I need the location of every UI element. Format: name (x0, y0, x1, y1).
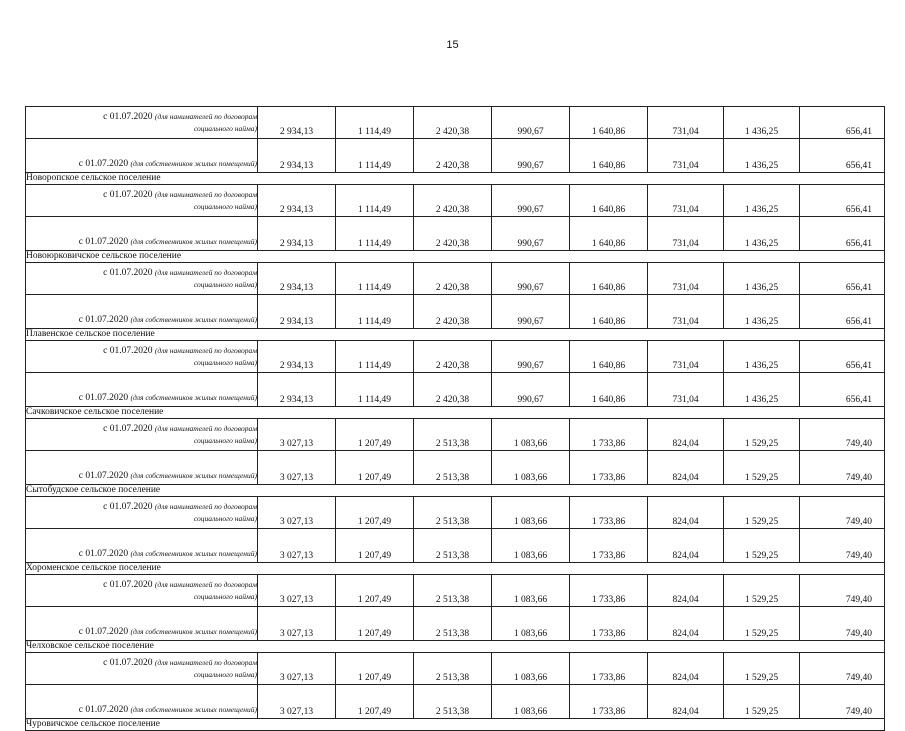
value-cell: 1 083,66 (492, 529, 570, 563)
value-cell: 1 529,25 (724, 685, 800, 719)
row-date: с 01.07.2020 (78, 393, 129, 403)
section-title: Сачковичское сельское поселение (26, 407, 885, 419)
value-cell: 1 529,25 (724, 575, 800, 607)
value-cell: 2 513,38 (414, 653, 492, 685)
row-date: с 01.07.2020 (103, 424, 153, 434)
row-label-line (26, 111, 257, 123)
row-label (26, 607, 258, 641)
row-note: (для собственников жилых помещений) (130, 627, 257, 636)
value-cell: 824,04 (648, 497, 724, 529)
row-note: (для нанимателей по договорам (154, 580, 257, 589)
table-row (26, 263, 885, 295)
value-cell: 1 083,66 (492, 653, 570, 685)
row-date: с 01.07.2020 (78, 627, 129, 637)
value-cell: 2 934,13 (258, 295, 336, 329)
row-date: с 01.07.2020 (78, 315, 129, 325)
value-cell: 1 640,86 (570, 107, 648, 139)
row-label-line (26, 704, 257, 716)
row-label (26, 529, 258, 563)
value-cell: 1 114,49 (336, 139, 414, 173)
value-cell: 1 436,25 (724, 107, 800, 139)
row-label (26, 451, 258, 485)
row-label-line (26, 548, 257, 560)
value-cell: 1 207,49 (336, 653, 414, 685)
row-note: (для собственников жилых помещений) (130, 393, 257, 402)
row-note: (для собственников жилых помещений) (130, 705, 257, 714)
row-date: с 01.07.2020 (103, 190, 153, 200)
row-label (26, 263, 258, 295)
value-cell: 1 436,25 (724, 295, 800, 329)
section-row (26, 173, 885, 185)
value-cell: 731,04 (648, 107, 724, 139)
value-cell: 656,41 (800, 373, 885, 407)
value-cell: 824,04 (648, 451, 724, 485)
value-cell: 731,04 (648, 373, 724, 407)
value-cell: 1 640,86 (570, 139, 648, 173)
row-date: с 01.07.2020 (103, 658, 153, 668)
value-cell: 1 436,25 (724, 217, 800, 251)
row-note: (для нанимателей по договорам (154, 190, 257, 199)
row-date: с 01.07.2020 (78, 471, 129, 481)
value-cell: 2 513,38 (414, 529, 492, 563)
row-label-line (26, 236, 257, 248)
row-label-line (26, 267, 257, 279)
value-cell: 1 207,49 (336, 575, 414, 607)
row-label (26, 185, 258, 217)
section-title: Плавенское сельское поселение (26, 329, 885, 341)
row-note-continued: социального найма) (193, 124, 257, 133)
value-cell: 731,04 (648, 341, 724, 373)
value-cell: 731,04 (648, 217, 724, 251)
value-cell: 1 083,66 (492, 497, 570, 529)
row-note-continued: социального найма) (193, 514, 257, 523)
row-note-continued: социального найма) (193, 280, 257, 289)
value-cell: 824,04 (648, 529, 724, 563)
table-row (26, 607, 885, 641)
row-label-line (26, 657, 257, 669)
value-cell: 2 934,13 (258, 373, 336, 407)
value-cell: 1 733,86 (570, 419, 648, 451)
value-cell: 3 027,13 (258, 607, 336, 641)
value-cell: 2 513,38 (414, 685, 492, 719)
value-cell: 1 083,66 (492, 685, 570, 719)
value-cell: 824,04 (648, 685, 724, 719)
value-cell: 1 640,86 (570, 295, 648, 329)
value-cell: 1 207,49 (336, 685, 414, 719)
table-row (26, 295, 885, 329)
value-cell: 824,04 (648, 575, 724, 607)
value-cell: 2 513,38 (414, 575, 492, 607)
value-cell: 2 420,38 (414, 139, 492, 173)
section-row (26, 329, 885, 341)
row-label (26, 497, 258, 529)
value-cell: 1 733,86 (570, 607, 648, 641)
value-cell: 2 420,38 (414, 107, 492, 139)
row-note-continued: социального найма) (193, 202, 257, 211)
row-label (26, 107, 258, 139)
value-cell: 1 529,25 (724, 419, 800, 451)
value-cell: 1 207,49 (336, 529, 414, 563)
value-cell: 1 114,49 (336, 263, 414, 295)
value-cell: 656,41 (800, 217, 885, 251)
value-cell: 749,40 (800, 497, 885, 529)
row-note-continued: социального найма) (193, 670, 257, 679)
value-cell: 2 420,38 (414, 263, 492, 295)
section-row (26, 641, 885, 653)
value-cell: 1 083,66 (492, 451, 570, 485)
value-cell: 1 083,66 (492, 419, 570, 451)
value-cell: 749,40 (800, 653, 885, 685)
row-label (26, 217, 258, 251)
value-cell: 1 733,86 (570, 497, 648, 529)
row-note-continued: социального найма) (193, 358, 257, 367)
row-note: (для нанимателей по договорам (154, 424, 257, 433)
row-date: с 01.07.2020 (78, 705, 129, 715)
value-cell: 1 207,49 (336, 497, 414, 529)
value-cell: 1 733,86 (570, 575, 648, 607)
value-cell: 990,67 (492, 341, 570, 373)
row-label-line (26, 345, 257, 357)
value-cell: 2 420,38 (414, 217, 492, 251)
row-label (26, 653, 258, 685)
value-cell: 2 420,38 (414, 295, 492, 329)
value-cell: 1 733,86 (570, 529, 648, 563)
table-row (26, 341, 885, 373)
section-title: Новоропское сельское поселение (26, 173, 885, 185)
value-cell: 1 733,86 (570, 685, 648, 719)
row-label-line (26, 158, 257, 170)
table-row (26, 529, 885, 563)
row-note: (для собственников жилых помещений) (130, 315, 257, 324)
table-row (26, 451, 885, 485)
row-label-line (26, 626, 257, 638)
row-label (26, 341, 258, 373)
value-cell: 1 640,86 (570, 263, 648, 295)
table-row (26, 139, 885, 173)
value-cell: 3 027,13 (258, 575, 336, 607)
section-row (26, 719, 885, 731)
value-cell: 1 529,25 (724, 653, 800, 685)
row-label (26, 419, 258, 451)
value-cell: 656,41 (800, 139, 885, 173)
value-cell: 2 513,38 (414, 607, 492, 641)
table-row (26, 217, 885, 251)
value-cell: 2 513,38 (414, 451, 492, 485)
value-cell: 656,41 (800, 185, 885, 217)
row-note: (для нанимателей по договорам (154, 658, 257, 667)
value-cell: 1 114,49 (336, 341, 414, 373)
value-cell: 1 640,86 (570, 341, 648, 373)
section-title: Сытобудское сельское поселение (26, 485, 885, 497)
value-cell: 1 529,25 (724, 497, 800, 529)
value-cell: 990,67 (492, 263, 570, 295)
value-cell: 824,04 (648, 419, 724, 451)
value-cell: 656,41 (800, 341, 885, 373)
value-cell: 1 436,25 (724, 341, 800, 373)
value-cell: 3 027,13 (258, 451, 336, 485)
value-cell: 2 934,13 (258, 263, 336, 295)
section-title: Чуровичское сельское поселение (26, 719, 885, 731)
value-cell: 990,67 (492, 139, 570, 173)
row-note: (для нанимателей по договорам (154, 346, 257, 355)
row-date: с 01.07.2020 (78, 549, 129, 559)
row-note: (для собственников жилых помещений) (130, 159, 257, 168)
row-label (26, 139, 258, 173)
value-cell: 1 640,86 (570, 217, 648, 251)
value-cell: 3 027,13 (258, 529, 336, 563)
row-date: с 01.07.2020 (103, 346, 153, 356)
value-cell: 3 027,13 (258, 497, 336, 529)
section-row (26, 563, 885, 575)
row-label-line (26, 392, 257, 404)
value-cell: 1 436,25 (724, 139, 800, 173)
table-row (26, 373, 885, 407)
value-cell: 2 934,13 (258, 185, 336, 217)
row-label-line (26, 189, 257, 201)
section-title: Хороменское сельское поселение (26, 563, 885, 575)
section-row (26, 485, 885, 497)
row-note: (для нанимателей по договорам (154, 502, 257, 511)
row-note: (для нанимателей по договорам (154, 268, 257, 277)
row-date: с 01.07.2020 (78, 159, 129, 169)
value-cell: 749,40 (800, 607, 885, 641)
row-label (26, 575, 258, 607)
value-cell: 2 934,13 (258, 107, 336, 139)
value-cell: 1 207,49 (336, 607, 414, 641)
value-cell: 656,41 (800, 295, 885, 329)
row-date: с 01.07.2020 (103, 580, 153, 590)
row-date: с 01.07.2020 (103, 268, 153, 278)
row-note: (для нанимателей по договорам (154, 112, 257, 121)
row-label-line (26, 423, 257, 435)
value-cell: 1 114,49 (336, 107, 414, 139)
value-cell: 1 529,25 (724, 529, 800, 563)
value-cell: 731,04 (648, 295, 724, 329)
value-cell: 1 436,25 (724, 185, 800, 217)
row-note: (для собственников жилых помещений) (130, 237, 257, 246)
table-row (26, 419, 885, 451)
value-cell: 1 640,86 (570, 185, 648, 217)
value-cell: 749,40 (800, 419, 885, 451)
value-cell: 990,67 (492, 217, 570, 251)
value-cell: 1 083,66 (492, 607, 570, 641)
value-cell: 2 934,13 (258, 139, 336, 173)
table-row (26, 185, 885, 217)
value-cell: 1 207,49 (336, 419, 414, 451)
row-label-line (26, 314, 257, 326)
value-cell: 749,40 (800, 685, 885, 719)
value-cell: 1 436,25 (724, 263, 800, 295)
row-date: с 01.07.2020 (103, 502, 153, 512)
value-cell: 3 027,13 (258, 685, 336, 719)
value-cell: 1 083,66 (492, 575, 570, 607)
value-cell: 1 114,49 (336, 217, 414, 251)
row-date: с 01.07.2020 (103, 112, 153, 122)
row-label (26, 295, 258, 329)
row-label (26, 373, 258, 407)
value-cell: 2 934,13 (258, 217, 336, 251)
value-cell: 731,04 (648, 139, 724, 173)
row-date: с 01.07.2020 (78, 237, 129, 247)
row-label-line (26, 579, 257, 591)
value-cell: 3 027,13 (258, 653, 336, 685)
value-cell: 990,67 (492, 185, 570, 217)
value-cell: 3 027,13 (258, 419, 336, 451)
table-row (26, 497, 885, 529)
value-cell: 1 529,25 (724, 451, 800, 485)
value-cell: 656,41 (800, 107, 885, 139)
page-number: 15 (446, 39, 459, 51)
value-cell: 749,40 (800, 575, 885, 607)
row-label (26, 685, 258, 719)
value-cell: 1 529,25 (724, 607, 800, 641)
row-label-line (26, 501, 257, 513)
section-title: Новоюрковичское сельское поселение (26, 251, 885, 263)
value-cell: 1 640,86 (570, 373, 648, 407)
table-row (26, 653, 885, 685)
row-label-line (26, 470, 257, 482)
value-cell: 1 733,86 (570, 451, 648, 485)
value-cell: 1 436,25 (724, 373, 800, 407)
value-cell: 2 513,38 (414, 419, 492, 451)
value-cell: 2 420,38 (414, 373, 492, 407)
row-note: (для собственников жилых помещений) (130, 471, 257, 480)
value-cell: 1 114,49 (336, 295, 414, 329)
value-cell: 656,41 (800, 263, 885, 295)
value-cell: 1 114,49 (336, 373, 414, 407)
table-row (26, 575, 885, 607)
value-cell: 1 733,86 (570, 653, 648, 685)
value-cell: 2 934,13 (258, 341, 336, 373)
table-row (26, 685, 885, 719)
value-cell: 749,40 (800, 529, 885, 563)
table-body (26, 107, 885, 731)
value-cell: 1 114,49 (336, 185, 414, 217)
table-row (26, 107, 885, 139)
row-note: (для собственников жилых помещений) (130, 549, 257, 558)
value-cell: 990,67 (492, 107, 570, 139)
value-cell: 731,04 (648, 185, 724, 217)
section-row (26, 407, 885, 419)
value-cell: 1 207,49 (336, 451, 414, 485)
value-cell: 990,67 (492, 295, 570, 329)
value-cell: 2 420,38 (414, 185, 492, 217)
value-cell: 990,67 (492, 373, 570, 407)
tariff-table (25, 106, 885, 731)
value-cell: 2 420,38 (414, 341, 492, 373)
value-cell: 824,04 (648, 607, 724, 641)
row-note-continued: социального найма) (193, 592, 257, 601)
row-note-continued: социального найма) (193, 436, 257, 445)
section-row (26, 251, 885, 263)
value-cell: 749,40 (800, 451, 885, 485)
value-cell: 824,04 (648, 653, 724, 685)
value-cell: 731,04 (648, 263, 724, 295)
value-cell: 2 513,38 (414, 497, 492, 529)
section-title: Челховское сельское поселение (26, 641, 885, 653)
